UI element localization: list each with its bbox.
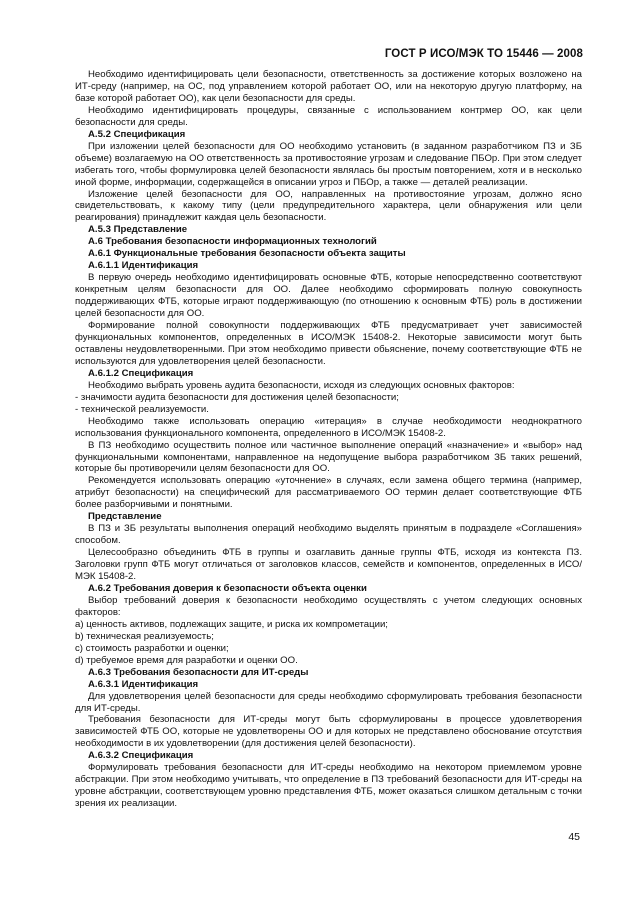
list-item: c) стоимость разработки и оценки; <box>75 642 229 654</box>
paragraph: В первую очередь необходимо идентифицировать основные ФТБ, которые непосредственно соответствуют конкретным целям безопасности для ОО. Далее необходимо сформировать полную совокупность поддерживающих ФТБ, которые играют поддерживающую (по отношению к основным ФТБ) роль в достижении целей безопасности для ОО. <box>75 272 582 320</box>
section-heading: А.6.1.1 Идентификация <box>88 260 199 272</box>
paragraph: В ПЗ и ЗБ результаты выполнения операций необходимо выделять принятым в подразделе «Соглашения» способом. <box>75 523 582 547</box>
section-heading: А.6.2 Требования доверия к безопасности объекта оценки <box>88 582 367 594</box>
section-heading: А.6.3.2 Спецификация <box>88 750 194 762</box>
paragraph: Формирование полной совокупности поддерживающих ФТБ предусматривает учет зависимостей функциональных компонентов, определенных в ИСО/МЭК 15408-2. Некоторые зависимости могут быть оставлены неудовлетворенными. При этом необходимо привести обьяснение, почему соответствующие ФТБ не используются для удовлетворения целей безопасности. <box>75 320 582 367</box>
section-heading: А.6 Требования безопасности информационных технологий <box>88 236 377 248</box>
list-item: b) техническая реализуемость; <box>75 630 214 642</box>
paragraph: Формулировать требования безопасности для ИТ-среды необходимо на некотором приемлемом уровне абстракции. При этом необходимо учитывать, что определение в ПЗ требований безопасности для ИТ-среды на уровне абстракции, соответствующем уровню представления ФТБ, может оказаться слишком детальным с точки зрения их реализации. <box>75 762 582 810</box>
section-heading: А.5.2 Спецификация <box>88 128 186 140</box>
paragraph: В ПЗ необходимо осуществить полное или частичное выполнение операций «назначение» и «выбор» над функциональными компонентами, направленное на недопущение выбора разработчиком ЗБ таких решений, которые бы противоречили целям безопасности для ОО. <box>75 439 582 475</box>
paragraph: Для удовлетворения целей безопасности для среды необходимо сформулировать требования безопасности для ИТ-среды. <box>75 690 582 714</box>
paragraph: Требования безопасности для ИТ-среды могут быть сформулированы в процессе удовлетворения зависимостей ФТБ ОО, которые не удовлетворены ОО и для которых не представлено обоснование отсутствия необходимости в их удовлетворении (для достижения целей безопасности). <box>75 714 582 750</box>
page-number: 45 <box>568 831 580 843</box>
section-heading: А.6.3 Требования безопасности для ИТ-среды <box>88 666 309 678</box>
paragraph: Рекомендуется использовать операцию «уточнение» в случаях, если замена общего термина (например, атрибут безопасности) на специфический для рассматриваемого ОО термин делает соответствующие ФТБ более разборчивыми и понятными. <box>75 475 582 511</box>
list-item: - технической реализуемости. <box>75 403 209 415</box>
section-heading: Представление <box>88 511 162 523</box>
section-heading: А.6.3.1 Идентификация <box>88 678 199 690</box>
document-header: ГОСТ Р ИСО/МЭК ТО 15446 — 2008 <box>384 48 583 60</box>
list-item: - значимости аудита безопасности для достижения целей безопасности; <box>75 391 399 403</box>
section-heading: А.6.1 Функциональные требования безопасности объекта защиты <box>88 248 406 260</box>
document-body <box>75 69 582 810</box>
section-heading: А.5.3 Представление <box>88 224 188 236</box>
paragraph: Необходимо идентифицировать цели безопасности, ответственность за достижение которых возложено на ИТ-среду (например, на ОС, под управлением которой работает ОО, или на некоторую другую платформу, на базе которой работает ОО), как цели безопасности для среды. <box>75 69 582 104</box>
paragraph: Целесообразно объединить ФТБ в группы и озаглавить данные группы ФТБ, исходя из контекста ПЗ. Заголовки групп ФТБ могут отличаться от заголовков классов, семейств и компонентов, определенных в ИСО/МЭК 15408-2. <box>75 547 582 583</box>
section-heading: А.6.1.2 Спецификация <box>88 367 194 379</box>
paragraph: Необходимо также использовать операцию «итерация» в случае необходимости неоднократного использования функционального компонента, определенного в ИСО/МЭК 15408-2. <box>75 415 582 439</box>
paragraph: При изложении целей безопасности для ОО необходимо установить (в заданном разработчиком ПЗ и ЗБ объеме) возлагаемую на ОО ответственность за противостояние угрозам и следование ПБОр. При этом следует избегать того, чтобы формулировка целей безопасности являлась бы простым повторением, хотя и в несколько иной форме, информации, содержащейся в описании угроз и ПБОр, а также — деталей реализации. <box>75 140 582 188</box>
paragraph: Необходимо выбрать уровень аудита безопасности, исходя из следующих основных факторов: <box>88 379 515 391</box>
list-item: a) ценность активов, подлежащих защите, и риска их компрометации; <box>75 618 388 630</box>
list-item: d) требуемое время для разработки и оценки ОО. <box>75 654 298 666</box>
paragraph: Изложение целей безопасности для ОО, направленных на противостояние угрозам, должно ясно свидетельствовать, к какому типу (цели предупредительного характера, цели обнаружения или цели реагирования) принадлежит каждая цель безопасности. <box>75 188 582 224</box>
paragraph: Выбор требований доверия к безопасности необходимо осуществлять с учетом следующих основных факторов: <box>75 594 582 618</box>
paragraph: Необходимо идентифицировать процедуры, связанные с использованием контрмер ОО, как цели безопасности для среды. <box>75 104 582 128</box>
